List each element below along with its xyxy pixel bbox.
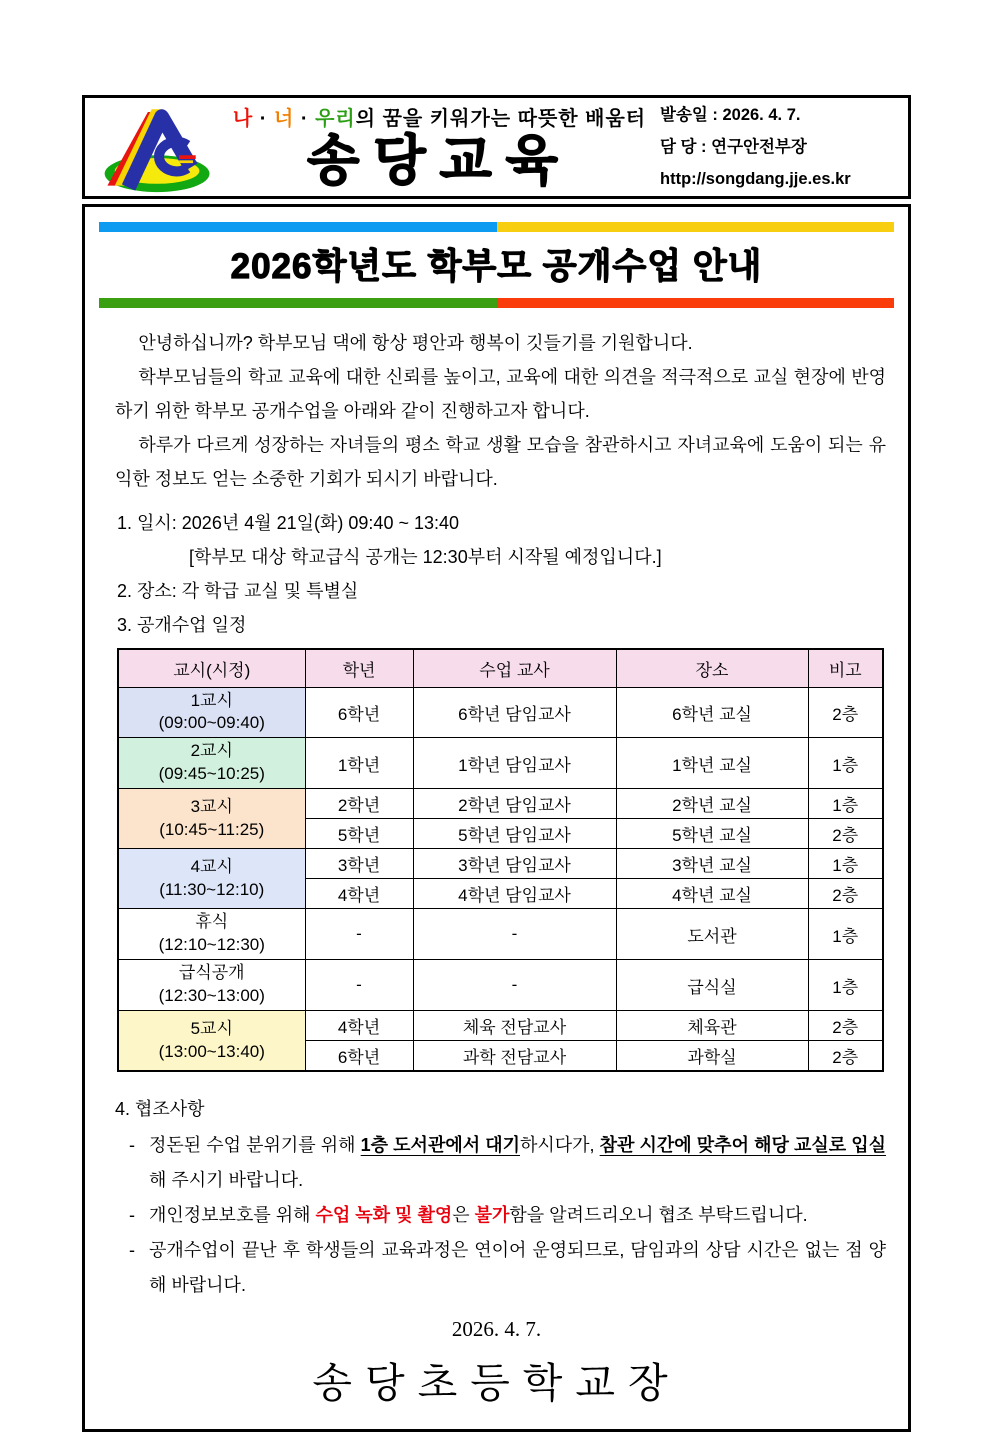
period-cell [118, 687, 305, 738]
schedule-cell: 1층 [808, 738, 883, 789]
period-time: (12:30~13:00) [158, 986, 265, 1006]
schedule-row [118, 738, 883, 789]
period-time: (10:45~11:25) [159, 819, 265, 839]
paragraph-invite: 하루가 다르게 성장하는 자녀들의 평소 학교 생활 모습을 참관하시고 자녀교육에 도움이 되는 유익한 정보도 얻는 소중한 기회가 되시기 바랍니다. [115, 435, 886, 489]
schedule-cell: 1층 [808, 909, 883, 960]
schedule-cell: 2층 [808, 687, 883, 738]
paragraph-purpose: 학부모님들의 학교 교육에 대한 신뢰를 높이고, 교육에 대한 의견을 적극적으로 교실 현장에 반영하기 위한 학부모 공개수업을 아래와 같이 진행하고자 합니다. [115, 367, 886, 421]
schedule-cell: 2층 [808, 1011, 883, 1041]
schedule-cell: 1층 [808, 789, 883, 819]
schedule-column-header: 수업 교사 [413, 649, 616, 687]
header-info [660, 99, 898, 196]
schedule-row [118, 687, 883, 738]
period-time: (09:00~09:40) [158, 713, 265, 733]
text-run: 불가 [474, 1205, 510, 1225]
period-time: (12:10~12:30) [158, 935, 265, 955]
text-run: 개인정보보호를 위해 [149, 1205, 316, 1225]
schedule-cell: 5학년 [305, 819, 413, 849]
section4 [99, 1092, 894, 1303]
item-datetime: 1. 일시: 2026년 4월 21일(화) 09:40 ~ 13:40 [117, 513, 460, 533]
text-run: 은 [452, 1205, 475, 1225]
item-datetime-note: [학부모 대상 학교급식 공개는 12:30부터 시작될 예정입니다.] [189, 547, 662, 567]
bullet-waiting-rule: - 정돈된 수업 분위기를 위해 1층 도서관에서 대기하시다가, 참관 시간에 맞추어 해당 교실로 입실해 주시기 바랍니다. [129, 1135, 886, 1190]
schedule-column-header: 교시(시정) [118, 649, 305, 687]
schedule-column-header: 장소 [616, 649, 808, 687]
schedule-cell: - [305, 909, 413, 960]
item-schedule-label: 3. 공개수업 일정 [117, 615, 247, 635]
text-run: 수업 녹화 및 촬영 [315, 1205, 453, 1225]
bottom-bar-red-segment [497, 298, 895, 308]
section4-bullets [115, 1128, 886, 1303]
period-name: 3교시 [190, 796, 233, 816]
notice-page [82, 95, 911, 1432]
manager-line: 담 당 : 연구안전부장 [660, 137, 807, 156]
schedule-cell: 2층 [808, 819, 883, 849]
schedule-cell: 2층 [808, 1041, 883, 1072]
schedule-cell: 2학년 교실 [616, 789, 808, 819]
text-run: 우리 [315, 108, 356, 131]
period-cell [118, 738, 305, 789]
principal-signature: 송당초등학교장 [312, 1360, 681, 1406]
text-run: · [253, 108, 274, 131]
school-name: 송당교육 [307, 131, 572, 192]
header-center [219, 102, 660, 190]
schedule-row [118, 1011, 883, 1041]
period-cell [118, 960, 305, 1011]
paragraph-greeting: 안녕하십니까? 학부모님 댁에 항상 평안과 행복이 깃들기를 기원합니다. [138, 333, 693, 353]
school-emblem-icon [97, 101, 219, 193]
period-name: 4교시 [190, 856, 233, 876]
document-title: 2026학년도 학부모 공개수업 안내 [230, 247, 763, 286]
schedule-cell: 4학년 [305, 1011, 413, 1041]
info-items [117, 506, 894, 642]
issue-date: 2026. 4. 7. [451, 1317, 542, 1341]
schedule-cell: - [413, 909, 616, 960]
school-slogan [219, 102, 660, 131]
schedule-column-header: 학년 [305, 649, 413, 687]
schedule-cell: - [413, 960, 616, 1011]
period-name: 급식공개 [178, 963, 245, 983]
period-time: (11:30~12:10) [159, 879, 265, 899]
period-name: 5교시 [190, 1018, 233, 1038]
schedule-cell: 1학년 교실 [616, 738, 808, 789]
schedule-cell: 체육 전담교사 [413, 1011, 616, 1041]
schedule-row [118, 789, 883, 819]
period-name: 휴식 [195, 912, 229, 932]
schedule-header-row [118, 649, 883, 687]
item-place: 2. 장소: 각 학급 교실 및 특별실 [117, 581, 359, 601]
schedule-cell: 1층 [808, 849, 883, 879]
bullet-no-recording-rule: - 개인정보보호를 위해 수업 녹화 및 촬영은 불가함을 알려드리오니 협조 부탁드립니다. [129, 1205, 808, 1225]
schedule-cell: 3학년 담임교사 [413, 849, 616, 879]
text-run: 나 [232, 108, 254, 131]
title-bottom-bar [99, 298, 894, 308]
document-header [82, 95, 911, 199]
section4-title: 4. 협조사항 [115, 1099, 205, 1119]
period-cell [118, 849, 305, 909]
schedule-cell: 2층 [808, 879, 883, 909]
schedule-table [117, 648, 884, 1072]
period-name: 2교시 [190, 741, 233, 761]
school-url: http://songdang.jje.es.kr [660, 170, 851, 189]
schedule-cell: 1학년 [305, 738, 413, 789]
text-run: 정돈된 수업 분위기를 위해 [149, 1135, 361, 1155]
schedule-cell: 6학년 교실 [616, 687, 808, 738]
schedule-column-header: 비고 [808, 649, 883, 687]
schedule-cell: 5학년 담임교사 [413, 819, 616, 849]
text-run: 해 주시기 바랍니다. [149, 1170, 304, 1190]
schedule-cell: 과학 전담교사 [413, 1041, 616, 1072]
schedule-cell: 급식실 [616, 960, 808, 1011]
schedule-cell: 도서관 [616, 909, 808, 960]
period-cell [118, 789, 305, 849]
top-bar-blue-segment [99, 222, 497, 232]
school-logo-icon [97, 101, 219, 193]
text-run: 하시다가, [520, 1135, 600, 1155]
schedule-cell: 6학년 담임교사 [413, 687, 616, 738]
send-date-line: 발송일 : 2026. 4. 7. [660, 105, 801, 124]
schedule-cell: 5학년 교실 [616, 819, 808, 849]
schedule-cell: 3학년 교실 [616, 849, 808, 879]
schedule-cell: 1층 [808, 960, 883, 1011]
schedule-cell: 1학년 담임교사 [413, 738, 616, 789]
schedule-row [118, 909, 883, 960]
bottom-bar-green-segment [99, 298, 497, 308]
schedule-cell: 2학년 [305, 789, 413, 819]
greeting-paragraphs [99, 326, 894, 496]
period-cell [118, 1011, 305, 1072]
schedule-cell: 체육관 [616, 1011, 808, 1041]
period-cell [118, 909, 305, 960]
schedule-cell: 4학년 담임교사 [413, 879, 616, 909]
top-bar-yellow-segment [497, 222, 895, 232]
schedule-cell: - [305, 960, 413, 1011]
period-time: (13:00~13:40) [158, 1041, 265, 1061]
schedule-cell: 3학년 [305, 849, 413, 879]
period-name: 1교시 [190, 690, 233, 710]
bullet-no-counseling-note: - 공개수업이 끝난 후 학생들의 교육과정은 연이어 운영되므로, 담임과의 상담 시간은 없는 점 양해 바랍니다. [129, 1240, 886, 1295]
text-run: 함을 알려드리오니 협조 부탁드립니다. [509, 1205, 808, 1225]
text-run: 공개수업이 끝난 후 학생들의 교육과정은 연이어 운영되므로, 담임과의 상담 시간은 없는 점 양해 바랍니다. [149, 1240, 886, 1295]
period-time: (09:45~10:25) [158, 764, 265, 784]
schedule-cell: 4학년 교실 [616, 879, 808, 909]
text-run: 참관 시간에 맞추어 해당 교실로 입실 [599, 1135, 886, 1155]
schedule-cell: 6학년 [305, 1041, 413, 1072]
text-run: 1층 도서관에서 대기 [360, 1135, 520, 1155]
schedule-row [118, 849, 883, 879]
schedule-cell: 과학실 [616, 1041, 808, 1072]
schedule-cell: 2학년 담임교사 [413, 789, 616, 819]
notice-body [82, 204, 911, 1432]
schedule-row [118, 960, 883, 1011]
text-run: 너 [273, 108, 295, 131]
schedule-cell: 4학년 [305, 879, 413, 909]
title-top-bar [99, 222, 894, 232]
schedule-cell: 6학년 [305, 687, 413, 738]
text-run: 의 꿈을 키워가는 따뜻한 배움터 [355, 108, 647, 131]
text-run: · [294, 108, 316, 131]
